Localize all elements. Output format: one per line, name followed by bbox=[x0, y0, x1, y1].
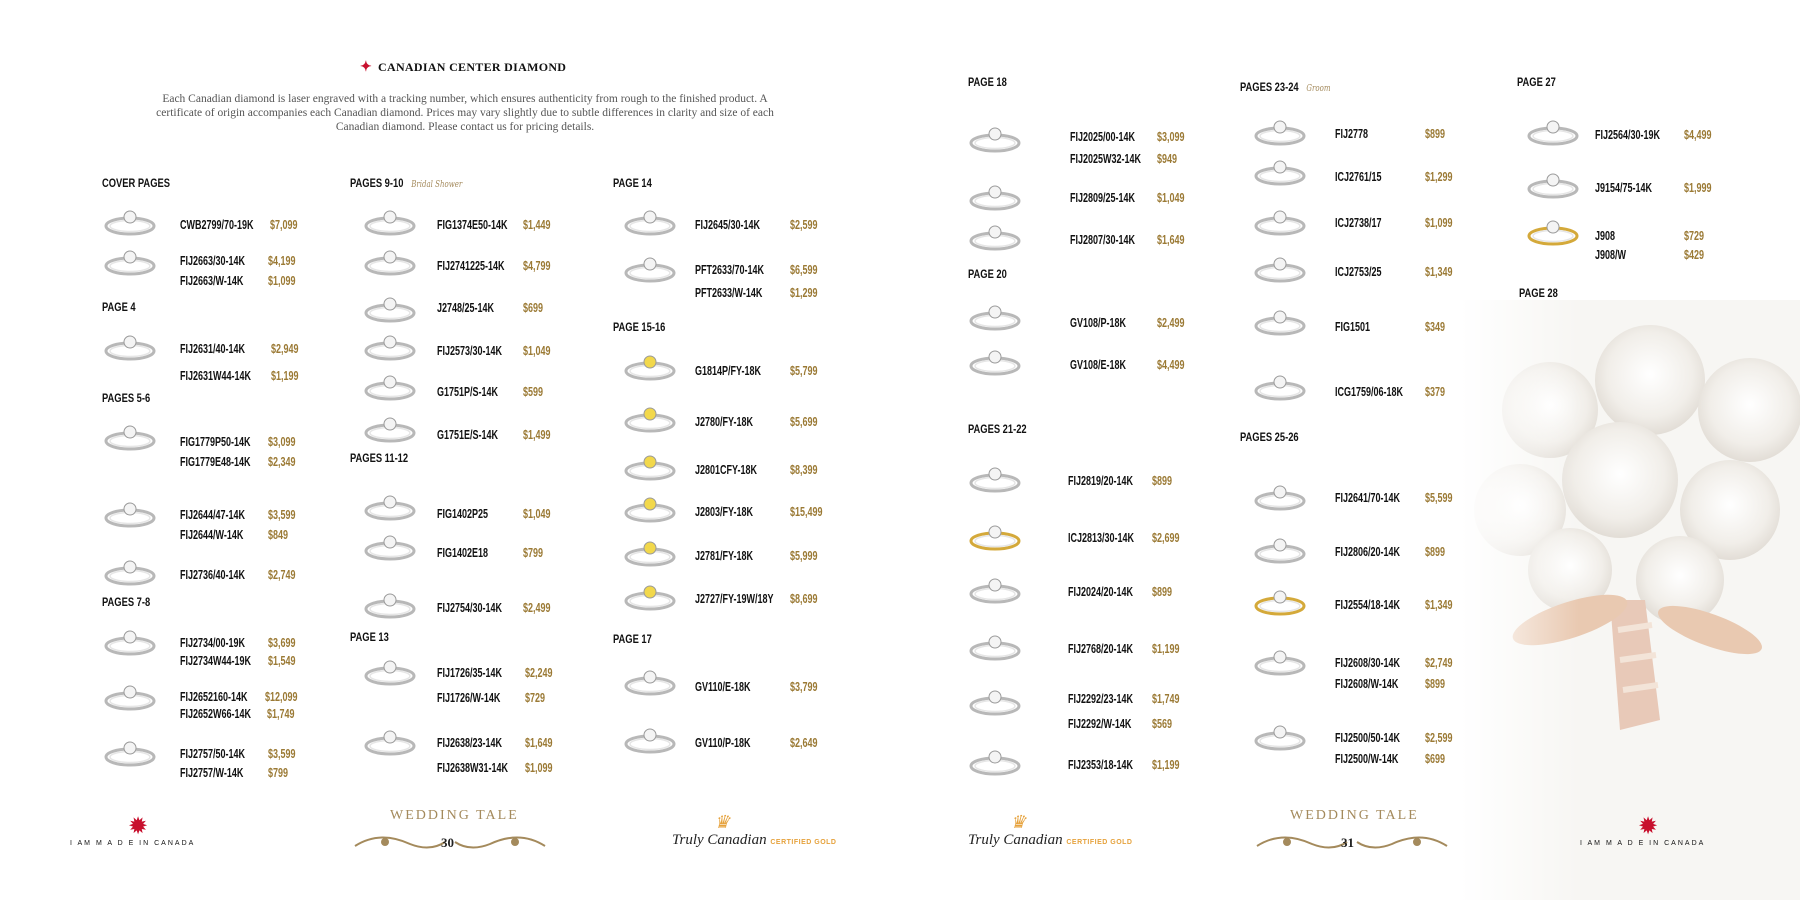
product-thumbnail-44 bbox=[965, 300, 1025, 332]
product-thumbnail-10 bbox=[100, 625, 160, 657]
product-price: $3,099 bbox=[1157, 130, 1185, 144]
product-price: $2,699 bbox=[1152, 531, 1180, 545]
product-thumbnail-53 bbox=[1250, 115, 1310, 147]
product-code: FIG1374E50-14K bbox=[437, 218, 508, 232]
product-code: G1814P/FY-18K bbox=[695, 364, 762, 378]
product-price: $3,599 bbox=[268, 747, 296, 761]
product-price: $2,349 bbox=[268, 455, 296, 469]
made-in-canada-logo-left: ✹ I AM M A D E IN CANADA bbox=[70, 813, 196, 847]
section-pages-25-26: PAGES 25-26 bbox=[1240, 430, 1299, 444]
product-price: $2,649 bbox=[790, 736, 818, 750]
product-price: $3,599 bbox=[268, 508, 296, 522]
product-thumbnail-50 bbox=[965, 685, 1025, 717]
product-price: $349 bbox=[1425, 320, 1446, 334]
product-thumbnail-62 bbox=[1250, 645, 1310, 677]
product-thumbnail-14 bbox=[100, 736, 160, 768]
product-price: $1,549 bbox=[268, 654, 296, 668]
product-thumbnail-34 bbox=[620, 450, 680, 482]
product-price: $729 bbox=[525, 691, 546, 705]
product-price: $3,799 bbox=[790, 680, 818, 694]
product-thumbnail-56 bbox=[1250, 252, 1310, 284]
product-thumbnail-38 bbox=[620, 665, 680, 697]
product-code: FIJ2734W44-19K bbox=[180, 654, 252, 668]
section-pages-5-6: PAGES 5-6 bbox=[102, 391, 151, 405]
product-code: ICJ2753/25 bbox=[1335, 265, 1382, 279]
product-code: G1751P/S-14K bbox=[437, 385, 499, 399]
product-price: $1,049 bbox=[523, 507, 551, 521]
product-price: $2,949 bbox=[271, 342, 299, 356]
wedding-tale-left: WEDDING TALE bbox=[390, 808, 519, 823]
product-thumbnail-27 bbox=[360, 725, 420, 757]
section-page-17: PAGE 17 bbox=[613, 632, 652, 646]
product-code: FIJ2631/40-14K bbox=[180, 342, 246, 356]
product-code: FIJ2608/30-14K bbox=[1335, 656, 1401, 670]
product-thumbnail-21 bbox=[360, 412, 420, 444]
product-code: GV108/P-18K bbox=[1070, 316, 1127, 330]
product-price: $7,099 bbox=[270, 218, 298, 232]
section-page-18: PAGE 18 bbox=[968, 75, 1007, 89]
product-code: G1751E/S-14K bbox=[437, 428, 499, 442]
section-pages-9-10: PAGES 9-10 Bridal Shower bbox=[350, 176, 463, 190]
product-thumbnail-12 bbox=[100, 680, 160, 712]
section-page-13: PAGE 13 bbox=[350, 630, 389, 644]
product-code: FIJ2809/25-14K bbox=[1070, 191, 1136, 205]
product-code: J2781/FY-18K bbox=[695, 549, 754, 563]
maple-leaf-icon: ✦ bbox=[360, 59, 373, 75]
product-price: $849 bbox=[268, 528, 289, 542]
product-price: $1,649 bbox=[1157, 233, 1185, 247]
product-thumbnail-43 bbox=[965, 220, 1025, 252]
section-cover-pages: COVER PAGES bbox=[102, 176, 170, 190]
product-thumbnail-0 bbox=[100, 205, 160, 237]
maple-leaf-icon: ✹ bbox=[1638, 813, 1659, 840]
product-code: FIG1501 bbox=[1335, 320, 1371, 334]
bridal-shower-note: Bridal Shower bbox=[411, 180, 463, 190]
product-code: PFT2633/70-14K bbox=[695, 263, 765, 277]
product-price: $5,699 bbox=[790, 415, 818, 429]
product-code: FIJ2807/30-14K bbox=[1070, 233, 1136, 247]
product-code: FIJ2292/W-14K bbox=[1068, 717, 1132, 731]
product-code: ICG1759/06-18K bbox=[1335, 385, 1404, 399]
product-code: FIJ2644/47-14K bbox=[180, 508, 246, 522]
product-thumbnail-57 bbox=[1250, 305, 1310, 337]
product-code: FIJ1726/35-14K bbox=[437, 666, 503, 680]
product-thumbnail-55 bbox=[1250, 205, 1310, 237]
product-code: FIJ2631W44-14K bbox=[180, 369, 252, 383]
product-thumbnail-60 bbox=[1250, 533, 1310, 565]
product-thumbnail-5 bbox=[100, 420, 160, 452]
product-price: $899 bbox=[1152, 474, 1173, 488]
product-thumbnail-47 bbox=[965, 520, 1025, 552]
product-code: FIJ1726/W-14K bbox=[437, 691, 501, 705]
section-pages-7-8: PAGES 7-8 bbox=[102, 595, 151, 609]
product-code: FIJ2663/W-14K bbox=[180, 274, 244, 288]
product-price: $2,749 bbox=[268, 568, 296, 582]
product-price: $699 bbox=[1425, 752, 1446, 766]
product-price: $1,749 bbox=[267, 707, 295, 721]
product-price: $799 bbox=[523, 546, 544, 560]
product-thumbnail-18 bbox=[360, 292, 420, 324]
product-price: $949 bbox=[1157, 152, 1178, 166]
product-thumbnail-3 bbox=[100, 330, 160, 362]
product-code: FIJ2564/30-19K bbox=[1595, 128, 1661, 142]
product-code: J9154/75-14K bbox=[1595, 181, 1653, 195]
product-thumbnail-9 bbox=[100, 555, 160, 587]
product-code: ICJ2813/30-14K bbox=[1068, 531, 1135, 545]
product-thumbnail-68 bbox=[1523, 215, 1583, 247]
product-price: $1,299 bbox=[1425, 170, 1453, 184]
product-thumbnail-52 bbox=[965, 745, 1025, 777]
product-price: $3,699 bbox=[268, 636, 296, 650]
product-code: FIJ2645/30-14K bbox=[695, 218, 761, 232]
product-thumbnail-22 bbox=[360, 490, 420, 522]
product-price: $5,799 bbox=[790, 364, 818, 378]
product-thumbnail-49 bbox=[965, 630, 1025, 662]
product-thumbnail-36 bbox=[620, 536, 680, 568]
product-price: $5,599 bbox=[1425, 491, 1453, 505]
product-code: GV108/E-18K bbox=[1070, 358, 1127, 372]
product-price: $1,449 bbox=[523, 218, 551, 232]
product-thumbnail-37 bbox=[620, 580, 680, 612]
product-price: $1,349 bbox=[1425, 265, 1453, 279]
product-thumbnail-1 bbox=[100, 245, 160, 277]
product-code: FIJ2024/20-14K bbox=[1068, 585, 1134, 599]
product-price: $899 bbox=[1425, 127, 1446, 141]
groom-note: Groom bbox=[1306, 84, 1331, 94]
maple-leaf-icon: ✹ bbox=[128, 813, 149, 840]
crown-icon: ♛ bbox=[714, 812, 731, 832]
product-code: FIJ2757/W-14K bbox=[180, 766, 244, 780]
product-price: $1,199 bbox=[1152, 758, 1180, 772]
product-thumbnail-29 bbox=[620, 205, 680, 237]
product-thumbnail-64 bbox=[1250, 720, 1310, 752]
product-thumbnail-66 bbox=[1523, 115, 1583, 147]
product-code: FIJ2741225-14K bbox=[437, 259, 505, 273]
product-price: $15,499 bbox=[790, 505, 823, 519]
product-code: FIJ2641/70-14K bbox=[1335, 491, 1401, 505]
product-code: FIG1779E48-14K bbox=[180, 455, 251, 469]
product-code: FIJ2500/W-14K bbox=[1335, 752, 1399, 766]
product-price: $1,199 bbox=[1152, 642, 1180, 656]
product-code: FIJ2025W32-14K bbox=[1070, 152, 1142, 166]
product-code: FIJ2652160-14K bbox=[180, 690, 248, 704]
product-code: FIJ2025/00-14K bbox=[1070, 130, 1136, 144]
product-price: $1,199 bbox=[271, 369, 299, 383]
product-price: $4,199 bbox=[268, 254, 296, 268]
product-price: $3,099 bbox=[268, 435, 296, 449]
product-price: $899 bbox=[1152, 585, 1173, 599]
product-thumbnail-42 bbox=[965, 180, 1025, 212]
product-code: FIJ2736/40-14K bbox=[180, 568, 246, 582]
product-code: ICJ2761/15 bbox=[1335, 170, 1382, 184]
section-pages-23-24: PAGES 23-24 Groom bbox=[1240, 80, 1331, 94]
product-price: $1,349 bbox=[1425, 598, 1453, 612]
product-price: $799 bbox=[268, 766, 289, 780]
product-code: PFT2633/W-14K bbox=[695, 286, 763, 300]
product-thumbnail-32 bbox=[620, 350, 680, 382]
section-pages-11-12: PAGES 11-12 bbox=[350, 451, 409, 465]
product-code: J908/W bbox=[1595, 248, 1627, 262]
product-thumbnail-7 bbox=[100, 497, 160, 529]
product-price: $899 bbox=[1425, 545, 1446, 559]
product-thumbnail-59 bbox=[1250, 480, 1310, 512]
product-price: $4,499 bbox=[1684, 128, 1712, 142]
product-code: J2727/FY-19W/18Y bbox=[695, 592, 774, 606]
product-price: $4,799 bbox=[523, 259, 551, 273]
product-price: $8,399 bbox=[790, 463, 818, 477]
product-thumbnail-40 bbox=[965, 122, 1025, 154]
product-thumbnail-58 bbox=[1250, 370, 1310, 402]
product-price: $2,599 bbox=[1425, 731, 1453, 745]
product-price: $1,099 bbox=[525, 761, 553, 775]
product-code: FIJ2768/20-14K bbox=[1068, 642, 1134, 656]
product-code: FIJ2554/18-14K bbox=[1335, 598, 1401, 612]
product-thumbnail-54 bbox=[1250, 155, 1310, 187]
product-price: $12,099 bbox=[265, 690, 298, 704]
product-code: FIG1402E18 bbox=[437, 546, 489, 560]
product-thumbnail-48 bbox=[965, 573, 1025, 605]
product-thumbnail-67 bbox=[1523, 168, 1583, 200]
product-price: $379 bbox=[1425, 385, 1446, 399]
product-price: $1,049 bbox=[1157, 191, 1185, 205]
product-code: FIJ2652W66-14K bbox=[180, 707, 252, 721]
section-page-4: PAGE 4 bbox=[102, 300, 136, 314]
section-page-28: PAGE 28 bbox=[1519, 286, 1558, 300]
product-code: FIJ2608/W-14K bbox=[1335, 677, 1399, 691]
product-code: FIJ2638W31-14K bbox=[437, 761, 509, 775]
intro-paragraph: Each Canadian diamond is laser engraved with a tracking number, which ensures authenticity from rough to the finished product. A certificate of origin accompanies each Canadian diamond. Prices may vary slightly due to subtle differences in clarity and size of each Canadian diamond. Please contact us for pricing details. bbox=[156, 93, 774, 133]
product-thumbnail-35 bbox=[620, 492, 680, 524]
product-price: $569 bbox=[1152, 717, 1173, 731]
product-thumbnail-23 bbox=[360, 530, 420, 562]
product-code: FIJ2644/W-14K bbox=[180, 528, 244, 542]
product-price: $6,599 bbox=[790, 263, 818, 277]
product-code: FIJ2757/50-14K bbox=[180, 747, 246, 761]
product-price: $1,999 bbox=[1684, 181, 1712, 195]
product-price: $2,599 bbox=[790, 218, 818, 232]
product-code: J2748/25-14K bbox=[437, 301, 495, 315]
intro-heading bbox=[360, 60, 566, 75]
product-price: $5,999 bbox=[790, 549, 818, 563]
truly-canadian-logo-right: ♛ Truly Canadian CERTIFIED GOLD bbox=[968, 812, 1133, 848]
product-price: $1,099 bbox=[268, 274, 296, 288]
product-code: GV110/P-18K bbox=[695, 736, 751, 750]
product-price: $2,499 bbox=[1157, 316, 1185, 330]
product-code: J2803/FY-18K bbox=[695, 505, 754, 519]
product-thumbnail-19 bbox=[360, 330, 420, 362]
product-code: FIG1779P50-14K bbox=[180, 435, 251, 449]
product-code: GV110/E-18K bbox=[695, 680, 751, 694]
section-page-27: PAGE 27 bbox=[1517, 75, 1556, 89]
product-thumbnail-45 bbox=[965, 345, 1025, 377]
product-thumbnail-25 bbox=[360, 655, 420, 687]
intro-title: CANADIAN CENTER DIAMOND bbox=[378, 60, 567, 74]
product-code: CWB2799/70-19K bbox=[180, 218, 254, 232]
product-code: FIJ2819/20-14K bbox=[1068, 474, 1134, 488]
crown-icon: ♛ bbox=[1010, 812, 1027, 832]
wedding-tale-right: WEDDING TALE bbox=[1290, 808, 1419, 823]
product-code: FIJ2573/30-14K bbox=[437, 344, 503, 358]
truly-canadian-logo-left: ♛ Truly Canadian CERTIFIED GOLD bbox=[672, 812, 837, 848]
product-code: J2801CFY-18K bbox=[695, 463, 758, 477]
product-thumbnail-24 bbox=[360, 588, 420, 620]
product-thumbnail-20 bbox=[360, 370, 420, 402]
product-price: $729 bbox=[1684, 229, 1705, 243]
page-number-right: 31 bbox=[1341, 835, 1354, 850]
product-thumbnail-16 bbox=[360, 205, 420, 237]
product-price: $1,049 bbox=[523, 344, 551, 358]
product-price: $429 bbox=[1684, 248, 1705, 262]
product-code: FIJ2754/30-14K bbox=[437, 601, 503, 615]
product-price: $899 bbox=[1425, 677, 1446, 691]
product-price: $599 bbox=[523, 385, 544, 399]
product-price: $699 bbox=[523, 301, 544, 315]
product-code: J2780/FY-18K bbox=[695, 415, 754, 429]
product-thumbnail-46 bbox=[965, 462, 1025, 494]
product-price: $2,499 bbox=[523, 601, 551, 615]
product-code: FIJ2806/20-14K bbox=[1335, 545, 1401, 559]
product-price: $1,649 bbox=[525, 736, 553, 750]
section-page-14: PAGE 14 bbox=[613, 176, 652, 190]
product-price: $2,249 bbox=[525, 666, 553, 680]
product-code: FIJ2500/50-14K bbox=[1335, 731, 1401, 745]
section-page-20: PAGE 20 bbox=[968, 267, 1007, 281]
product-thumbnail-61 bbox=[1250, 585, 1310, 617]
bouquet-photo bbox=[1460, 300, 1800, 900]
made-in-canada-logo-right: ✹ I AM M A D E IN CANADA bbox=[1580, 813, 1706, 847]
product-code: FIJ2663/30-14K bbox=[180, 254, 246, 268]
page-number-left: 30 bbox=[441, 835, 454, 850]
section-pages-21-22: PAGES 21-22 bbox=[968, 422, 1027, 436]
product-code: FIJ2292/23-14K bbox=[1068, 692, 1134, 706]
product-price: $8,699 bbox=[790, 592, 818, 606]
product-thumbnail-17 bbox=[360, 245, 420, 277]
product-thumbnail-39 bbox=[620, 723, 680, 755]
product-price: $1,099 bbox=[1425, 216, 1453, 230]
product-code: ICJ2738/17 bbox=[1335, 216, 1382, 230]
product-code: FIJ2353/18-14K bbox=[1068, 758, 1134, 772]
product-code: FIJ2734/00-19K bbox=[180, 636, 246, 650]
product-price: $4,499 bbox=[1157, 358, 1185, 372]
product-code: FIJ2778 bbox=[1335, 127, 1369, 141]
product-code: J908 bbox=[1595, 229, 1616, 243]
product-price: $1,499 bbox=[523, 428, 551, 442]
product-price: $2,749 bbox=[1425, 656, 1453, 670]
product-thumbnail-30 bbox=[620, 252, 680, 284]
product-price: $1,749 bbox=[1152, 692, 1180, 706]
section-page-15-16: PAGE 15-16 bbox=[613, 320, 666, 334]
product-code: FIG1402P25 bbox=[437, 507, 489, 521]
product-thumbnail-33 bbox=[620, 402, 680, 434]
product-price: $1,299 bbox=[790, 286, 818, 300]
product-code: FIJ2638/23-14K bbox=[437, 736, 503, 750]
